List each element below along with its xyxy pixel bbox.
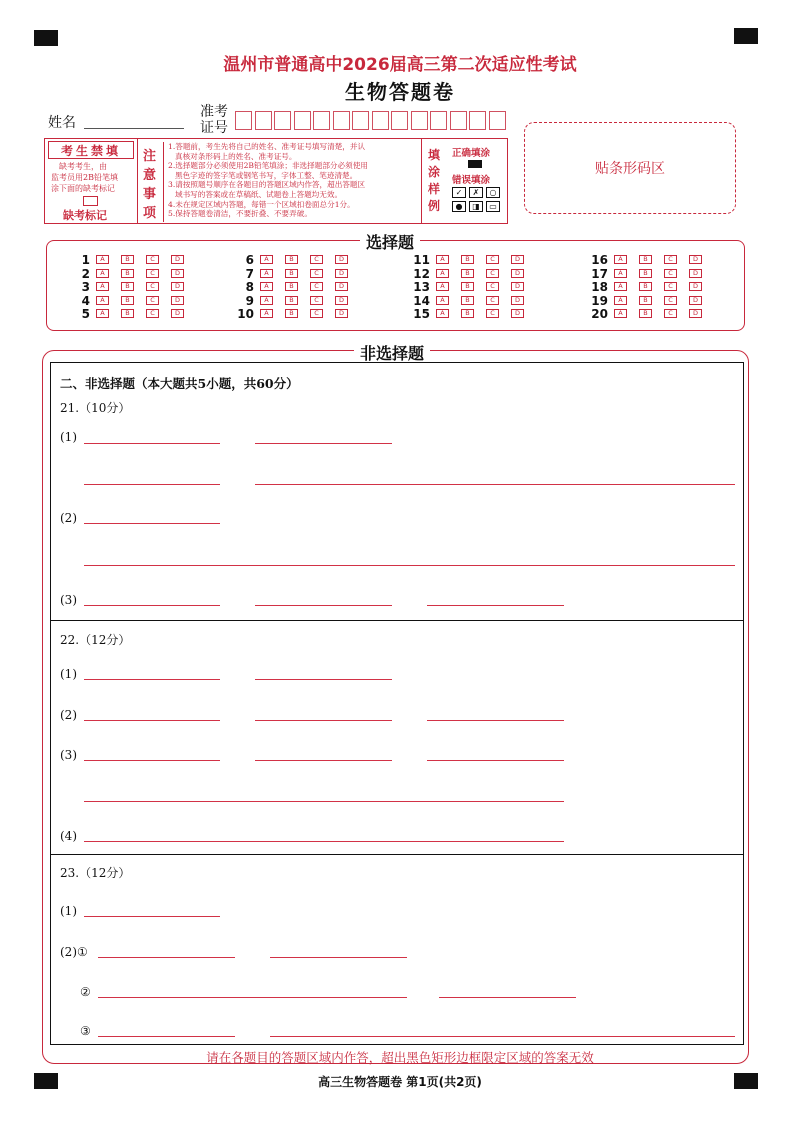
choice-option-bubble[interactable]: B <box>639 296 652 305</box>
choice-option-bubble[interactable]: B <box>285 309 298 318</box>
q22-answer-line[interactable] <box>427 760 564 761</box>
answer-area-warning: 请在各题目的答题区域内作答，超出黑色矩形边框限定区域的答案无效 <box>206 1050 594 1065</box>
choice-question-number: 18 <box>591 280 608 294</box>
q21-answer-line[interactable] <box>255 443 392 444</box>
q22-part1-label: (1) <box>60 667 77 681</box>
absent-title: 考生禁填 <box>48 141 134 159</box>
choice-question-number: 12 <box>413 266 430 281</box>
answer-area-frame <box>50 362 744 1045</box>
choice-option-bubble[interactable]: A <box>436 296 449 305</box>
choice-option-bubble[interactable]: C <box>146 282 159 291</box>
choice-option-bubble[interactable]: C <box>310 255 323 264</box>
wrong-fill-dot: ● <box>452 201 466 212</box>
choice-option-bubble[interactable]: C <box>146 296 159 305</box>
choice-option-bubble[interactable]: B <box>639 255 652 264</box>
name-label: 姓名 <box>48 115 76 131</box>
notice-item: 5.保持答题卷清洁，不要折叠、不要弄破。 <box>168 209 312 219</box>
choice-question-number: 16 <box>591 253 608 267</box>
q22-answer-line[interactable] <box>255 720 392 721</box>
choice-option-bubble[interactable]: A <box>96 309 109 318</box>
id-label-line1: 准考 <box>200 104 228 120</box>
notice-item: 3.请按照题号顺序在各题目的答题区域内作答，超出答题区 <box>168 180 366 190</box>
choice-option-bubble[interactable]: D <box>335 309 348 318</box>
choice-option-bubble[interactable]: B <box>121 269 134 278</box>
corner-marker-top-right <box>734 28 758 44</box>
choice-option-bubble[interactable]: D <box>335 282 348 291</box>
fill-title-char: 涂 <box>428 165 441 179</box>
choice-option-bubble[interactable]: A <box>96 282 109 291</box>
choice-option-bubble[interactable]: A <box>260 309 273 318</box>
q22-answer-line[interactable] <box>84 760 220 761</box>
choice-option-bubble[interactable]: A <box>614 255 627 264</box>
choice-question-number: 10 <box>237 307 254 321</box>
choice-option-bubble[interactable]: A <box>614 309 627 318</box>
choice-option-bubble[interactable]: D <box>689 309 702 318</box>
id-digit-box[interactable] <box>469 111 486 130</box>
q23-part2c-label: ③ <box>80 1024 91 1038</box>
choice-question-number: 15 <box>413 307 430 321</box>
choice-option-bubble[interactable]: D <box>689 269 702 278</box>
q21-answer-line[interactable] <box>255 605 392 606</box>
q23-answer-line[interactable] <box>98 997 407 998</box>
wrong-fill-outline: ▭ <box>486 201 500 212</box>
q21-part3-label: (3) <box>60 593 77 607</box>
choice-question-number: 3 <box>81 280 90 294</box>
choice-option-bubble[interactable]: D <box>335 255 348 264</box>
choice-option-bubble[interactable]: A <box>614 296 627 305</box>
choice-option-bubble[interactable]: A <box>260 269 273 278</box>
q23-part2-label: (2)① <box>60 945 88 959</box>
q21-part2-label: (2) <box>60 511 77 525</box>
choice-option-bubble[interactable]: B <box>121 296 134 305</box>
id-digit-box[interactable] <box>411 111 428 130</box>
choice-option-bubble[interactable]: A <box>436 255 449 264</box>
choice-option-bubble[interactable]: D <box>511 282 524 291</box>
q21-answer-line[interactable] <box>84 605 220 606</box>
barcode-label: 贴条形码区 <box>595 161 665 177</box>
q22-part4-label: (4) <box>60 829 77 843</box>
q22-part2-label: (2) <box>60 708 77 722</box>
choice-option-bubble[interactable]: B <box>461 296 474 305</box>
id-digit-box[interactable] <box>391 111 408 130</box>
choice-option-bubble[interactable]: D <box>171 269 184 278</box>
id-digit-box[interactable] <box>274 111 291 130</box>
wrong-fill-check: ✓ <box>452 187 466 198</box>
notice-items <box>163 142 430 222</box>
fill-example-title <box>428 147 442 215</box>
choice-question-number: 19 <box>591 293 608 308</box>
choice-option-bubble[interactable]: B <box>121 255 134 264</box>
choice-option-bubble[interactable]: B <box>461 255 474 264</box>
q21-part1-label: (1) <box>60 430 77 444</box>
choice-option-bubble[interactable]: C <box>486 309 499 318</box>
choice-option-bubble[interactable]: B <box>285 269 298 278</box>
q22-answer-line[interactable] <box>427 720 564 721</box>
corner-marker-top-left <box>34 30 58 46</box>
barcode-area <box>524 122 736 214</box>
notice-item: 黑色字迹的签字笔或钢笔书写，字体工整、笔迹清楚。 <box>175 170 358 180</box>
absent-line-1: 缺考考生，由 <box>59 162 107 171</box>
id-digit-box[interactable] <box>333 111 350 130</box>
choice-option-bubble[interactable]: C <box>664 309 677 318</box>
id-digit-box[interactable] <box>255 111 272 130</box>
choice-option-bubble[interactable]: C <box>664 269 677 278</box>
choice-option-bubble[interactable]: A <box>436 269 449 278</box>
choice-question-number: 8 <box>245 280 254 294</box>
notice-item: 1.答题前，考生先将自己的姓名、准考证号填写清楚，并认 <box>168 142 366 151</box>
notice-title <box>143 147 159 223</box>
choice-question-number: 17 <box>591 266 608 281</box>
choice-option-bubble[interactable]: B <box>461 309 474 318</box>
choice-option-bubble[interactable]: B <box>461 269 474 278</box>
name-field[interactable] <box>84 128 184 129</box>
choice-option-bubble[interactable]: D <box>335 296 348 305</box>
q21-answer-line[interactable] <box>255 484 735 485</box>
fill-title-char: 样 <box>428 182 441 196</box>
notice-item: 真核对条形码上的姓名、准考证号。 <box>175 151 297 161</box>
q22-answer-line[interactable] <box>255 679 392 680</box>
q21-answer-line[interactable] <box>84 565 735 566</box>
id-label-line2: 证号 <box>200 120 228 136</box>
absent-area <box>45 139 138 223</box>
q21-answer-line[interactable] <box>427 605 564 606</box>
absent-mark-label: 缺考标记 <box>63 209 107 222</box>
choice-question-number: 7 <box>245 266 254 281</box>
q22-answer-line[interactable] <box>84 841 564 842</box>
wrong-fill-row-2 <box>452 201 500 212</box>
choice-question-number: 13 <box>413 280 430 294</box>
choice-option-bubble[interactable]: C <box>486 296 499 305</box>
choice-option-bubble[interactable]: A <box>436 309 449 318</box>
choice-option-bubble[interactable]: D <box>689 255 702 264</box>
q23-answer-line[interactable] <box>270 957 407 958</box>
id-digit-box[interactable] <box>294 111 311 130</box>
id-digit-box[interactable] <box>352 111 369 130</box>
q23-answer-line[interactable] <box>270 1036 735 1037</box>
q22-answer-line[interactable] <box>84 720 220 721</box>
choice-question-number: 4 <box>81 293 90 308</box>
choice-option-bubble[interactable]: C <box>664 282 677 291</box>
choice-option-bubble[interactable]: A <box>260 296 273 305</box>
correct-fill-label: 正确填涂 <box>452 148 491 159</box>
choice-question-number: 5 <box>81 307 90 321</box>
notice-title-char: 事 <box>143 187 157 202</box>
choice-option-bubble[interactable]: D <box>171 282 184 291</box>
fill-title-char: 例 <box>428 199 441 213</box>
notice-title-char: 意 <box>143 168 157 183</box>
fill-title-char: 填 <box>428 148 441 162</box>
q23-part1-label: (1) <box>60 904 77 918</box>
choice-option-bubble[interactable]: B <box>285 255 298 264</box>
instruction-block <box>44 138 508 224</box>
choice-option-bubble[interactable]: D <box>689 296 702 305</box>
q22-answer-line[interactable] <box>84 801 564 802</box>
notice-title-char: 注 <box>143 149 157 164</box>
choice-option-bubble[interactable]: C <box>146 309 159 318</box>
choice-option-bubble[interactable]: D <box>689 282 702 291</box>
id-digit-box[interactable] <box>372 111 389 130</box>
choice-option-bubble[interactable]: B <box>121 309 134 318</box>
choice-option-bubble[interactable]: B <box>639 309 652 318</box>
page-info: 高三生物答题卷 第1页(共2页) <box>318 1075 482 1089</box>
choice-option-bubble[interactable]: C <box>310 269 323 278</box>
notice-title-char: 项 <box>143 206 157 221</box>
q22-title: 22.（12分） <box>60 633 131 647</box>
choice-option-bubble[interactable]: C <box>486 282 499 291</box>
choice-option-bubble[interactable]: D <box>171 296 184 305</box>
q21-answer-line[interactable] <box>84 484 220 485</box>
choice-option-bubble[interactable]: A <box>614 282 627 291</box>
wrong-fill-half: ◨ <box>469 201 483 212</box>
choice-option-bubble[interactable]: A <box>260 282 273 291</box>
id-digit-box[interactable] <box>235 111 252 130</box>
choice-option-bubble[interactable]: C <box>486 255 499 264</box>
correct-fill-sample <box>468 160 482 168</box>
choice-option-bubble[interactable]: C <box>146 269 159 278</box>
q21-title: 21.（10分） <box>60 401 131 415</box>
choice-option-bubble[interactable]: C <box>310 282 323 291</box>
choice-option-bubble[interactable]: D <box>171 309 184 318</box>
choice-option-bubble[interactable]: A <box>260 255 273 264</box>
choice-option-bubble[interactable]: D <box>335 269 348 278</box>
exam-title: 温州市普通高中2026届高三第二次适应性考试 <box>223 55 577 75</box>
absent-line-2: 监考员用2B铅笔填 <box>51 173 118 182</box>
choice-question-number: 2 <box>81 266 90 281</box>
choice-option-bubble[interactable]: A <box>96 255 109 264</box>
notice-item: 4.未在规定区域内答题，每错一个区域扣卷面总分1分。 <box>168 199 355 209</box>
choice-option-bubble[interactable]: B <box>285 296 298 305</box>
q23-title: 23.（12分） <box>60 866 131 880</box>
choice-option-bubble[interactable]: C <box>146 255 159 264</box>
choice-option-bubble[interactable]: D <box>171 255 184 264</box>
choice-option-bubble[interactable]: A <box>96 269 109 278</box>
q22-answer-line[interactable] <box>255 760 392 761</box>
choice-question-number: 14 <box>413 293 430 308</box>
q23-answer-line[interactable] <box>84 916 220 917</box>
question-divider <box>50 854 744 855</box>
choice-option-bubble[interactable]: B <box>639 269 652 278</box>
choice-option-bubble[interactable]: B <box>461 282 474 291</box>
nonchoice-heading: 二、非选择题（本大题共5小题，共60分） <box>60 376 299 391</box>
q23-answer-line[interactable] <box>98 1036 235 1037</box>
choice-option-bubble[interactable]: A <box>436 282 449 291</box>
choice-option-bubble[interactable]: B <box>285 282 298 291</box>
choice-option-bubble[interactable]: A <box>96 296 109 305</box>
choice-option-bubble[interactable]: C <box>310 296 323 305</box>
absent-line-3: 涂下面的缺考标记 <box>51 184 115 193</box>
choice-question-number: 9 <box>245 293 254 308</box>
id-digit-box[interactable] <box>450 111 467 130</box>
question-divider <box>50 620 744 621</box>
q23-answer-line[interactable] <box>98 957 235 958</box>
nonchoice-section-title: 非选择题 <box>354 341 430 364</box>
q23-answer-line[interactable] <box>439 997 576 998</box>
choice-option-bubble[interactable]: B <box>121 282 134 291</box>
choice-option-bubble[interactable]: C <box>486 269 499 278</box>
choice-question-number: 6 <box>245 253 254 267</box>
q21-answer-line[interactable] <box>84 443 220 444</box>
q21-answer-line[interactable] <box>84 523 220 524</box>
choice-option-bubble[interactable]: C <box>664 255 677 264</box>
wrong-fill-row-1 <box>452 187 500 198</box>
id-digit-box[interactable] <box>489 111 506 130</box>
choice-question-number: 1 <box>81 253 90 267</box>
choice-option-bubble[interactable]: D <box>511 255 524 264</box>
wrong-fill-circle: ○ <box>486 187 500 198</box>
id-digit-box[interactable] <box>313 111 330 130</box>
wrong-fill-cross: ✗ <box>469 187 483 198</box>
notice-item: 域书写的答案或在草稿纸、试题卷上答题均无效。 <box>175 189 343 199</box>
q22-part3-label: (3) <box>60 748 77 762</box>
choice-question-number: 11 <box>413 253 430 267</box>
id-digit-box[interactable] <box>430 111 447 130</box>
q23-part2b-label: ② <box>80 985 91 999</box>
choice-option-bubble[interactable]: D <box>511 309 524 318</box>
wrong-fill-label: 错误填涂 <box>452 175 491 186</box>
choice-question-number: 20 <box>591 307 608 321</box>
choice-option-bubble[interactable]: D <box>511 269 524 278</box>
choice-option-bubble[interactable]: C <box>664 296 677 305</box>
choice-option-bubble[interactable]: B <box>639 282 652 291</box>
notice-item: 2.选择题部分必须使用2B铅笔填涂；非选择题部分必须使用 <box>168 161 368 171</box>
absent-mark-box[interactable] <box>83 196 98 206</box>
fill-example-area <box>421 139 508 223</box>
choice-option-bubble[interactable]: C <box>310 309 323 318</box>
choice-section-title: 选择题 <box>360 230 420 253</box>
choice-option-bubble[interactable]: A <box>614 269 627 278</box>
choice-option-bubble[interactable]: D <box>511 296 524 305</box>
sheet-title: 生物答题卷 <box>345 80 455 104</box>
q22-answer-line[interactable] <box>84 679 220 680</box>
